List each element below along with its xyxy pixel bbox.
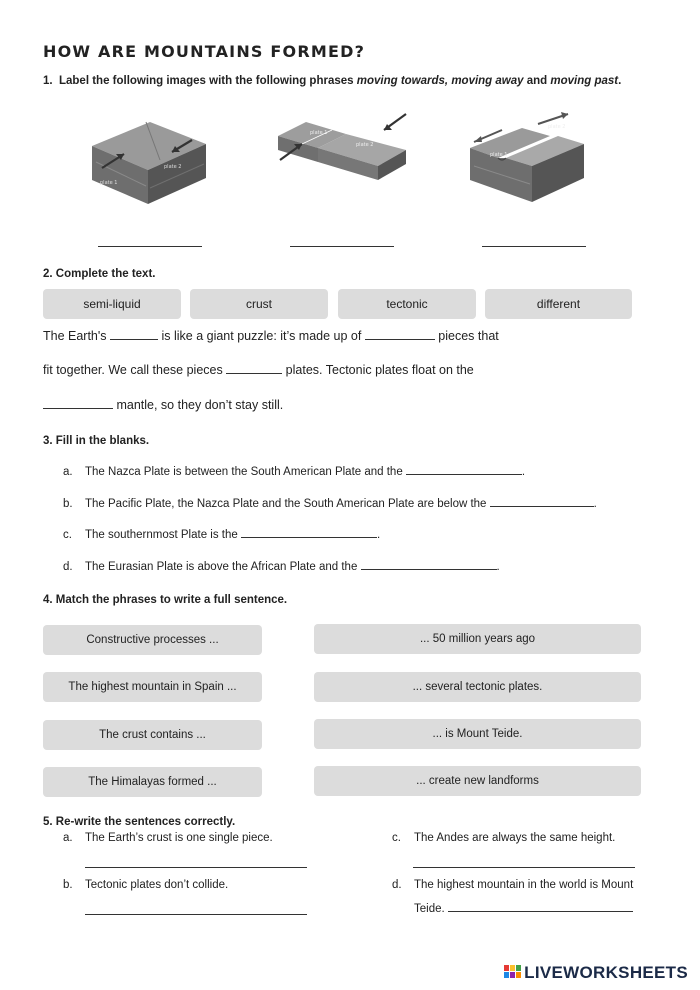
- blank-q2-2[interactable]: [365, 339, 435, 340]
- q2-line1-b: is like a giant puzzle: it’s made up of: [158, 329, 365, 343]
- liveworksheets-logo: [504, 963, 688, 983]
- page-title: HOW ARE MOUNTAINS FORMED?: [43, 42, 366, 61]
- logo-text: LIVEWORKSHEETS: [524, 963, 688, 982]
- q2-text-line-2: [43, 363, 474, 377]
- q3-d-end: .: [496, 561, 500, 573]
- q3-item-d: [63, 561, 500, 573]
- q1-phrase-past: moving past: [550, 75, 619, 87]
- plate-diagram-transform: [272, 110, 412, 190]
- q3-c-text: The southernmost Plate is the: [85, 529, 241, 541]
- question-1-instruction: [43, 75, 621, 87]
- blank-q2-4[interactable]: [43, 408, 113, 409]
- q2-line3-b: mantle, so they don’t stay still.: [113, 398, 284, 412]
- q3-a-text: The Nazca Plate is between the South American Plate and the: [85, 466, 406, 478]
- q3-a-end: .: [521, 466, 526, 478]
- q3-d-label: d.: [63, 561, 73, 573]
- plate-diagram-diverging: [466, 108, 588, 206]
- img1-plate2-label: plate 2: [164, 164, 182, 170]
- answer-line-image-2[interactable]: [290, 246, 394, 247]
- q1-and: and: [523, 75, 551, 87]
- img2-plate1-label: plate 1: [310, 130, 328, 136]
- match-right-2[interactable]: ... several tectonic plates.: [314, 672, 641, 702]
- word-box-semi-liquid[interactable]: semi-liquid: [43, 289, 181, 319]
- match-left-1[interactable]: Constructive processes ...: [43, 625, 262, 655]
- logo-icon: [504, 964, 522, 978]
- q1-phrase-towards: moving towards,: [356, 75, 449, 87]
- q3-b-text: The Pacific Plate, the Nazca Plate and the South American Plate are below the: [85, 498, 490, 510]
- q5-b-text: Tectonic plates don’t collide.: [85, 879, 229, 891]
- q1-phrase-away: moving away: [451, 75, 524, 87]
- q1-prefix: Label the following images with the following phrases: [58, 75, 357, 87]
- match-left-3[interactable]: The crust contains ...: [43, 720, 262, 750]
- q2-line1-c: pieces that: [434, 329, 499, 343]
- match-left-4[interactable]: The Himalayas formed ...: [43, 767, 262, 797]
- q2-text-line-1: [43, 329, 499, 343]
- word-box-tectonic[interactable]: tectonic: [338, 289, 476, 319]
- img1-plate1-label: plate 1: [100, 180, 118, 186]
- answer-line-q5-c[interactable]: [413, 867, 635, 868]
- q1-end: .: [618, 75, 622, 87]
- blank-q3-a[interactable]: [406, 474, 522, 475]
- q3-c-end: .: [376, 529, 381, 541]
- word-box-crust[interactable]: crust: [190, 289, 328, 319]
- q5-a-label: a.: [63, 832, 73, 844]
- blank-q3-b[interactable]: [490, 506, 594, 507]
- q5-item-d: [392, 879, 633, 891]
- q3-a-label: a.: [63, 466, 73, 478]
- question-3-heading: 3. Fill in the blanks.: [43, 435, 150, 447]
- word-box-different[interactable]: different: [485, 289, 632, 319]
- q3-item-c: [63, 529, 380, 541]
- q2-line2-a: fit together. We call these pieces: [43, 363, 227, 377]
- blank-q3-d[interactable]: [361, 569, 497, 570]
- q5-d-text: The highest mountain in the world is Mount: [414, 879, 634, 891]
- img3-plate1-label: plate 1: [490, 152, 508, 158]
- q5-d-text2: Teide.: [414, 903, 448, 915]
- question-2-heading: 2. Complete the text.: [43, 268, 156, 280]
- q1-number: 1.: [43, 75, 53, 87]
- answer-line-q5-d[interactable]: [448, 911, 633, 912]
- q3-b-end: .: [593, 498, 597, 510]
- q5-b-label: b.: [63, 879, 73, 891]
- question-5-heading: 5. Re-write the sentences correctly.: [43, 816, 236, 828]
- q5-a-text: The Earth’s crust is one single piece.: [85, 832, 273, 844]
- blank-q2-3[interactable]: [226, 373, 282, 374]
- match-left-2[interactable]: The highest mountain in Spain ...: [43, 672, 262, 702]
- q2-text-line-3: [43, 398, 283, 412]
- blank-q3-c[interactable]: [241, 537, 377, 538]
- match-right-1[interactable]: ... 50 million years ago: [314, 624, 641, 654]
- q2-line2-b: plates. Tectonic plates float on the: [282, 363, 474, 377]
- q3-item-a: [63, 466, 525, 478]
- q5-item-b: [63, 879, 228, 891]
- q3-item-b: [63, 498, 597, 510]
- answer-line-image-3[interactable]: [482, 246, 586, 247]
- match-right-4[interactable]: ... create new landforms: [314, 766, 641, 796]
- answer-line-q5-b[interactable]: [85, 914, 307, 915]
- img2-plate2-label: plate 2: [356, 142, 374, 148]
- q5-c-label: c.: [392, 832, 401, 844]
- question-4-heading: 4. Match the phrases to write a full sentence.: [43, 594, 288, 606]
- match-right-3[interactable]: ... is Mount Teide.: [314, 719, 641, 749]
- blank-q2-1[interactable]: [110, 339, 158, 340]
- q5-c-text: The Andes are always the same height.: [414, 832, 616, 844]
- q5-d-label: d.: [392, 879, 402, 891]
- q5-item-c: [392, 832, 615, 844]
- q5-item-a: [63, 832, 273, 844]
- q2-line1-a: The Earth's: [43, 329, 110, 343]
- q3-c-label: c.: [63, 529, 72, 541]
- img3-plate2-label: plate 2: [548, 124, 566, 130]
- plate-diagram-converging: [88, 108, 210, 206]
- answer-line-image-1[interactable]: [98, 246, 202, 247]
- q3-b-label: b.: [63, 498, 73, 510]
- q5-item-d-continued: [414, 903, 633, 915]
- answer-line-q5-a[interactable]: [85, 867, 307, 868]
- q3-d-text: The Eurasian Plate is above the African Plate and the: [85, 561, 361, 573]
